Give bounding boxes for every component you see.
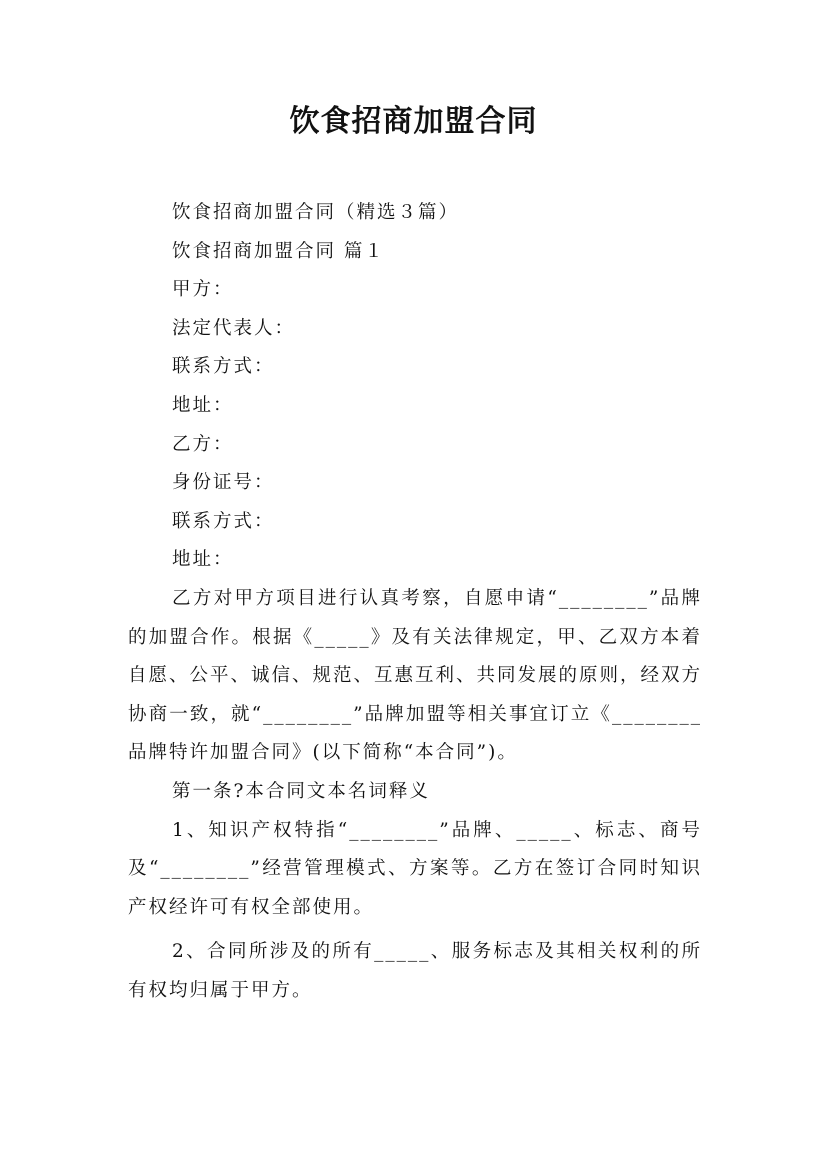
id-number-label: 身份证号： [172, 472, 275, 494]
party-b-label: 乙方： [172, 433, 234, 455]
document-title: 饮食招商加盟合同 [289, 104, 538, 139]
party-b-contact-label: 联系方式： [172, 510, 275, 532]
party-a-contact-label: 联系方式： [172, 356, 275, 378]
section-heading: 饮食招商加盟合同 篇１ [172, 240, 385, 262]
document-body [128, 194, 702, 1010]
article-heading: 第一条?本合同文本名词释义 [172, 780, 430, 802]
preamble-paragraph: 乙方对甲方项目进行认真考察，自愿申请“________”品牌的加盟合作。根据《_____》及有关法律规定，甲、乙双方本着自愿、公平、诚信、规范、互惠互利、共同发展的原则，经双方协商一致，就“________”品牌加盟等相关事宜订立《________品牌特许加盟合同》(以下简称“本合同”)。 [128, 587, 703, 764]
party-a-address-label: 地址： [172, 394, 234, 416]
party-b-address-label: 地址： [172, 549, 234, 571]
legal-representative-label: 法定代表人： [172, 317, 296, 339]
clause-2: 2、合同所涉及的所有_____、服务标志及其相关权利的所有权均归属于甲方。 [128, 941, 702, 1001]
subtitle-line: 饮食招商加盟合同（精选３篇） [172, 202, 460, 223]
party-a-label: 甲方： [172, 279, 234, 301]
clause-1: 1、知识产权特指“________”品牌、_____、标志、商号及“________”经营管理模式、方案等。乙方在签订合同时知识产权经许可有权全部使用。 [128, 819, 702, 918]
